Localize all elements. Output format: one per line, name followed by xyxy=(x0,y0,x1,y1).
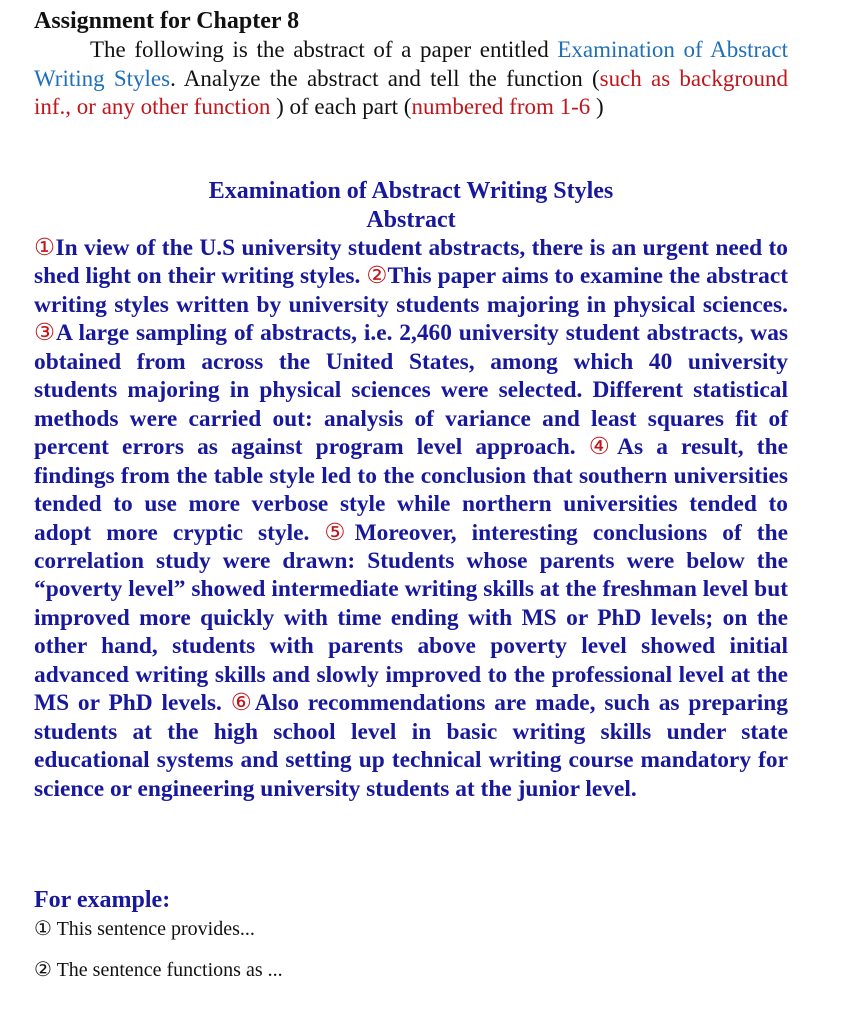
numbering-hint: numbered from 1-6 xyxy=(411,94,591,119)
intro-text-2: . Analyze the abstract and tell the function ( xyxy=(170,65,600,91)
abstract-part-1: In view of the U.S university student abstracts, there is an urgent need to shed light on their writing styles. xyxy=(34,235,788,290)
intro-text-1: The following is the abstract of a paper entitled xyxy=(90,37,558,62)
abstract-part-2: This paper aims to examine the abstract writing styles written by university students majoring in physical sciences. xyxy=(34,263,788,318)
part-number-5: ⑤ xyxy=(324,519,355,546)
part-number-2: ② xyxy=(366,263,388,290)
abstract-part-5: Moreover, interesting conclusions of the correlation study were drawn: Students whose parents were below the “poverty level” showed intermediate writing skills at the freshman level but improved more quickly with time ending with MS or PhD levels; on the other hand, students with parents above poverty level showed initial advanced writing skills and slowly improved to the professional level at the MS or PhD levels. xyxy=(34,519,788,717)
abstract-body xyxy=(34,234,788,803)
example-label: For example: xyxy=(34,887,171,913)
abstract-part-6: Also recommendations are made, such as preparing students at the high school level in basic writing skills under state educational systems and setting up technical writing course mandatory for science or engineering university students at the junior level. xyxy=(34,690,788,802)
assignment-heading: Assignment for Chapter 8 xyxy=(34,8,300,34)
abstract-label: Abstract xyxy=(366,207,456,233)
part-number-6: ⑥ xyxy=(230,690,255,717)
example-item-2: ② The sentence functions as ... xyxy=(34,959,283,981)
intro-text-3: ) of each part ( xyxy=(270,94,412,119)
abstract-part-3: A large sampling of abstracts, i.e. 2,460 university student abstracts, was obtained from across the United States, among which 40 university students majoring in physical sciences were selected. Different statistical methods were carried out: analysis of variance and least squares fit of percent errors as against program level approach. xyxy=(34,320,788,461)
example-item-1: ① This sentence provides... xyxy=(34,918,255,940)
part-number-3: ③ xyxy=(34,320,56,347)
paper-title-reference: Examination of Abstract Writing Styles xyxy=(34,37,788,91)
intro-text-4: ) xyxy=(590,94,604,119)
abstract-part-4: As a result, the findings from the table style led to the conclusion that southern universities tended to use more verbose style while northern universities tended to adopt more cryptic style. xyxy=(34,434,788,546)
paper-title: Examination of Abstract Writing Styles xyxy=(208,178,614,204)
part-number-1: ① xyxy=(34,235,56,261)
part-number-4: ④ xyxy=(588,434,618,461)
function-hint: such as background inf., or any other function xyxy=(34,65,788,119)
assignment-instructions xyxy=(34,36,788,122)
